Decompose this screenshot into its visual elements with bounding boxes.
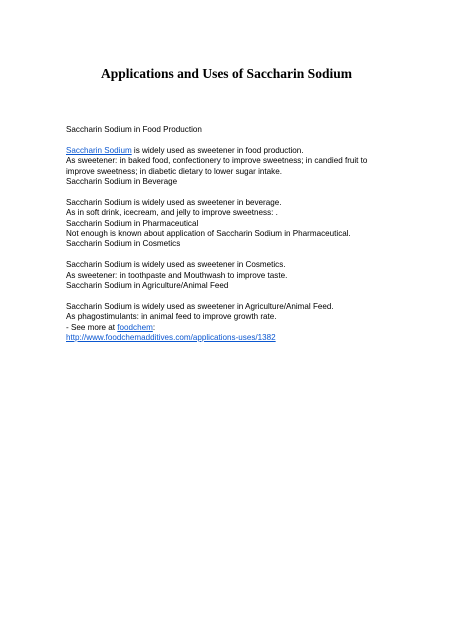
agri-section-line-1: Saccharin Sodium is widely used as sweetener in Agriculture/Animal Feed.	[66, 301, 334, 311]
paragraph-gap	[66, 250, 396, 260]
saccharin-sodium-link[interactable]: Saccharin Sodium	[66, 145, 132, 155]
see-more-suffix: :	[152, 322, 156, 332]
food-section-line-2: As sweetener: in baked food, confectionery to improve sweetness; in candied fruit to	[66, 156, 368, 166]
cosmetics-section-line-1: Saccharin Sodium is widely used as sweetener in Cosmetics.	[66, 260, 286, 270]
food-section-line-3: improve sweetness; in diabetic dietary to lower sugar intake.	[66, 166, 282, 176]
beverage-section-heading: Saccharin Sodium in Beverage	[66, 177, 178, 187]
foodchem-link[interactable]: foodchem	[117, 322, 153, 332]
paragraph-gap	[66, 291, 396, 301]
pharma-section-heading: Saccharin Sodium in Pharmaceutical	[66, 218, 199, 228]
food-section-line-1	[66, 146, 396, 156]
food-section-heading: Saccharin Sodium in Food Production	[66, 125, 202, 134]
document-body	[66, 125, 396, 343]
paragraph-gap	[66, 135, 396, 145]
see-more-line	[66, 323, 396, 333]
paragraph-gap	[66, 187, 396, 197]
source-url-link[interactable]: http://www.foodchemadditives.com/applications-uses/1382	[66, 333, 276, 343]
agri-section-heading: Saccharin Sodium in Agriculture/Animal Feed	[66, 281, 229, 291]
cosmetics-section-heading: Saccharin Sodium in Cosmetics	[66, 239, 181, 249]
food-section-line-1-text: is widely used as sweetener in food production.	[131, 145, 304, 155]
see-more-prefix: - See more at	[66, 322, 118, 332]
beverage-section-line-2: As in soft drink, icecream, and jelly to improve sweetness: .	[66, 208, 278, 218]
beverage-section-line-1: Saccharin Sodium is widely used as sweetener in beverage.	[66, 197, 282, 207]
agri-section-line-2: As phagostimulants: in animal feed to improve growth rate.	[66, 312, 277, 322]
page-title: Applications and Uses of Saccharin Sodium	[101, 66, 352, 81]
cosmetics-section-line-2: As sweetener: in toothpaste and Mouthwash to improve taste.	[66, 270, 288, 280]
pharma-section-line-1: Not enough is known about application of Saccharin Sodium in Pharmaceutical.	[66, 229, 351, 239]
source-url-line	[66, 333, 396, 343]
